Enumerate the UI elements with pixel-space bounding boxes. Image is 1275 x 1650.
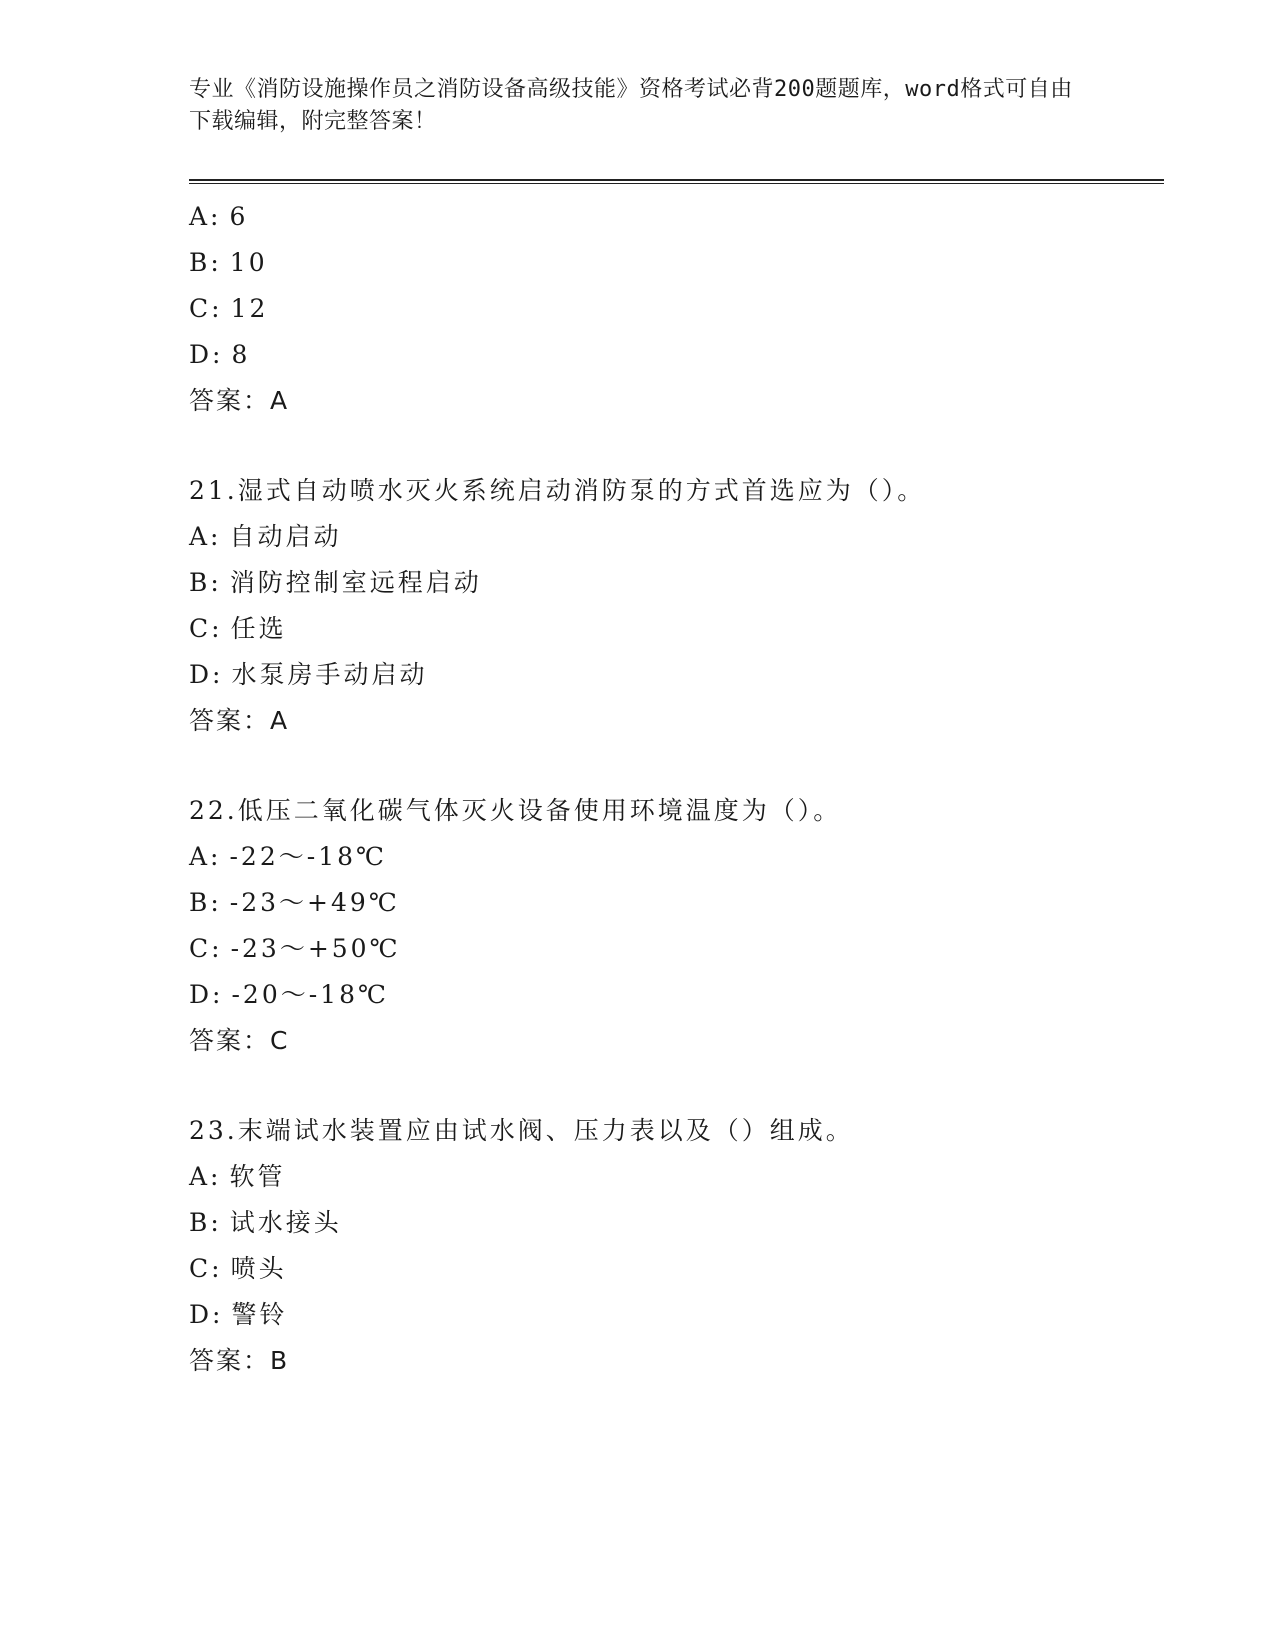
option-c [189,1246,1164,1292]
option-c [189,926,1164,972]
question-title: 23.末端试水装置应由试水阀、压力表以及（）组成。 [189,1116,854,1145]
option-a [189,834,1164,880]
option-text: 软管 [229,1162,286,1191]
option-a [189,194,1164,240]
option-label: B: [189,248,222,277]
question-23 [189,1108,1164,1384]
answer-line: 答案：C [189,1026,290,1055]
option-text: -22～-18℃ [229,842,387,871]
answer-line: 答案：A [189,706,290,735]
option-text: 喷头 [230,1254,287,1283]
option-label: D: [189,340,224,369]
question-title: 22.低压二氧化碳气体灭火设备使用环境温度为（）。 [189,796,842,825]
option-d [189,332,1164,378]
option-d [189,652,1164,698]
option-text: -23～+50℃ [230,934,401,963]
option-a [189,1154,1164,1200]
option-text: 消防控制室远程启动 [229,568,482,597]
option-text: -20～-18℃ [231,980,389,1009]
document-header: 专业《消防设施操作员之消防设备高级技能》资格考试必背200题题库，word格式可自由下载编辑，附完整答案！ [189,77,1073,134]
option-text: 任选 [230,614,287,643]
option-b [189,240,1164,286]
question-title: 21.湿式自动喷水灭火系统启动消防泵的方式首选应为（）。 [189,476,926,505]
option-b [189,880,1164,926]
option-text: 自动启动 [229,522,342,551]
option-label: B: [189,1208,222,1237]
option-d [189,1292,1164,1338]
option-c [189,286,1164,332]
option-c [189,606,1164,652]
option-label: B: [189,568,222,597]
option-text: 12 [230,294,269,323]
question-22 [189,788,1164,1064]
option-text: 10 [229,248,268,277]
question-list [189,194,1164,1384]
option-label: C: [189,294,223,323]
header-divider-thick [189,179,1164,181]
option-b [189,560,1164,606]
question-21 [189,468,1164,744]
option-label: D: [189,980,224,1009]
option-label: B: [189,888,222,917]
option-label: D: [189,1300,224,1329]
option-label: A: [189,842,222,871]
option-text: -23～+49℃ [229,888,400,917]
option-text: 6 [229,202,249,231]
header-divider-thin [189,183,1164,184]
answer-line: 答案：B [189,1346,290,1375]
option-d [189,972,1164,1018]
answer-line: 答案：A [189,386,290,415]
option-label: A: [189,522,222,551]
option-label: C: [189,934,223,963]
option-label: C: [189,1254,223,1283]
option-text: 8 [231,340,251,369]
option-text: 警铃 [231,1300,288,1329]
option-b [189,1200,1164,1246]
option-a [189,514,1164,560]
continued-question [189,194,1164,424]
option-text: 试水接头 [229,1208,342,1237]
option-text: 水泵房手动启动 [231,660,428,689]
option-label: D: [189,660,224,689]
option-label: C: [189,614,223,643]
option-label: A: [189,202,222,231]
option-label: A: [189,1162,222,1191]
